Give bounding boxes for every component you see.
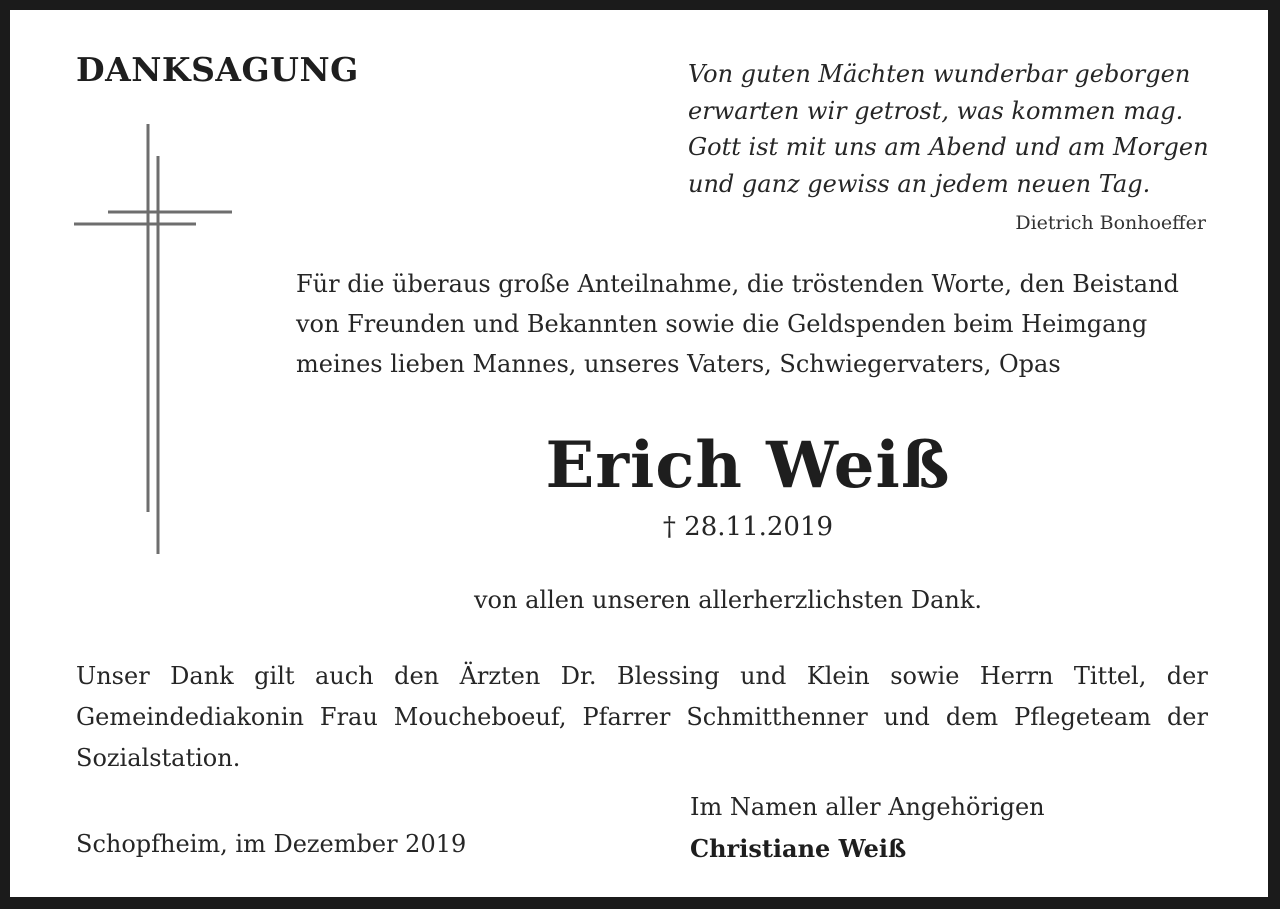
- poem-line: und ganz gewiss an jedem neuen Tag.: [688, 169, 1151, 198]
- word: Klein: [806, 662, 870, 690]
- word: der: [1166, 703, 1208, 731]
- word: Moucheboeuf,: [393, 703, 567, 731]
- word: dem: [945, 703, 999, 731]
- word: Blessing: [616, 662, 720, 690]
- word: der: [1166, 662, 1208, 690]
- word: auch: [314, 662, 374, 690]
- word: Gemeindediakonin: [76, 703, 304, 731]
- death-date: † 28.11.2019: [662, 512, 834, 542]
- signer-name: Christiane Weiß: [690, 834, 907, 863]
- word: Dr.: [560, 662, 597, 690]
- word: Herrn: [979, 662, 1054, 690]
- word: Frau: [319, 703, 378, 731]
- body-line: Für die überaus große Anteilnahme, die tröstenden Worte, den Beistand: [296, 270, 1179, 298]
- word: Ärzten: [459, 662, 541, 690]
- body-line: von Freunden und Bekannten sowie die Geldspenden beim Heimgang: [296, 310, 1148, 338]
- poem-author: Dietrich Bonhoeffer: [1015, 212, 1206, 234]
- poem: [688, 56, 1208, 202]
- deceased-name: Erich Weiß: [545, 428, 951, 503]
- word: gilt: [254, 662, 295, 690]
- word: Tittel,: [1073, 662, 1147, 690]
- obituary-card: [10, 10, 1268, 897]
- word: Pflegeteam: [1014, 703, 1151, 731]
- body-line: meines lieben Mannes, unseres Vaters, Schwiegervaters, Opas: [296, 350, 1061, 378]
- poem-line: erwarten wir getrost, was kommen mag.: [688, 96, 1184, 125]
- justified-line: [76, 656, 1208, 697]
- word: sowie: [890, 662, 960, 690]
- heading: DANKSAGUNG: [76, 50, 359, 89]
- word: und: [740, 662, 787, 690]
- word: Dank: [170, 662, 234, 690]
- word: Schmitthenner: [686, 703, 868, 731]
- poem-line: Von guten Mächten wunderbar geborgen: [688, 60, 1191, 88]
- word: Unser: [76, 662, 150, 690]
- body-text: [296, 264, 1208, 384]
- justified-line: [76, 697, 1208, 738]
- poem-line: Gott ist mit uns am Abend und am Morgen: [688, 133, 1209, 161]
- additional-thanks: [76, 656, 1208, 779]
- word: und: [883, 703, 930, 731]
- word: den: [394, 662, 440, 690]
- place-date: Schopfheim, im Dezember 2019: [76, 830, 467, 858]
- thanks-line: von allen unseren allerherzlichsten Dank.: [473, 586, 983, 614]
- word: Pfarrer: [582, 703, 671, 731]
- signature-block: [690, 786, 1045, 870]
- on-behalf-text: Im Namen aller Angehörigen: [690, 793, 1045, 821]
- thanks-line-end: Sozialstation.: [76, 744, 241, 772]
